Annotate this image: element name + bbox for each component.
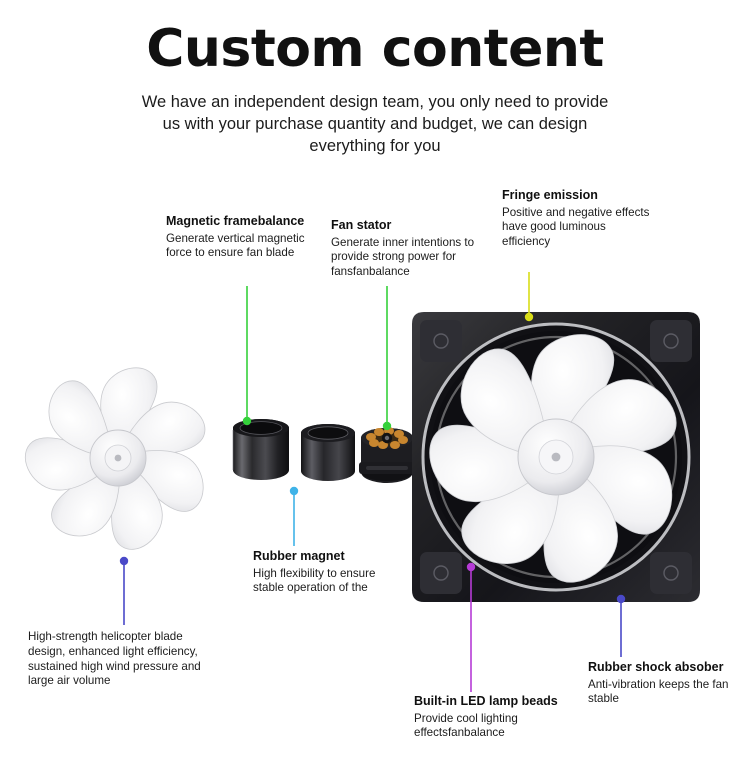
callout-built-in-led-lamp-beads [414,694,584,741]
callout-magnetic-framebalance [166,214,314,261]
callout-body: High flexibility to ensure stable operation of the [253,566,376,595]
leader-rubber-magnet [290,487,298,546]
callout-body: Provide cool lighting effectsfanbalance [414,711,518,740]
callout-rubber-shock-absober [588,660,738,707]
callout-rubber-magnet [253,549,403,596]
part-magnet-ring-inner [301,424,355,481]
callout-body: Anti-vibration keeps the fan stable [588,677,729,706]
callout-body: High-strength helicopter blade design, enhanced light efficiency, sustained high wind pressure and large air volume [28,630,201,688]
callout-fan-stator [331,218,483,280]
leader-magnetic-framebalance [243,286,251,425]
callout-title: Rubber magnet [253,549,345,563]
callout-title: Rubber shock absober [588,660,724,674]
page-subtitle: We have an independent design team, you only need to provide us with your purchase quantity and budget, we can design everything for you [141,92,609,156]
leader-fan-stator [383,286,391,430]
part-magnet-ring-outer [233,419,289,480]
part-assembled-fan-frame [412,312,700,602]
callout-title: Fan stator [331,218,392,232]
page-title: Custom content [146,19,604,79]
callout-title: Fringe emission [502,188,598,202]
callout-helicopter-blade [28,630,218,689]
callout-title: Built-in LED lamp beads [414,694,558,708]
callout-body: Positive and negative effects have good luminous efficiency [502,205,650,249]
callout-body: Generate inner intentions to provide strong power for fansfanbalance [331,235,475,279]
callout-body: Generate vertical magnetic force to ensure fan blade [166,231,305,260]
leader-rubber-shock-absober [617,595,625,657]
callout-fringe-emission [502,188,650,250]
part-stator-coil-assembly [359,427,415,483]
leader-helicopter-blade [120,557,128,625]
callout-title: Magnetic framebalance [166,214,305,228]
part-impeller-white-blades [21,368,213,556]
